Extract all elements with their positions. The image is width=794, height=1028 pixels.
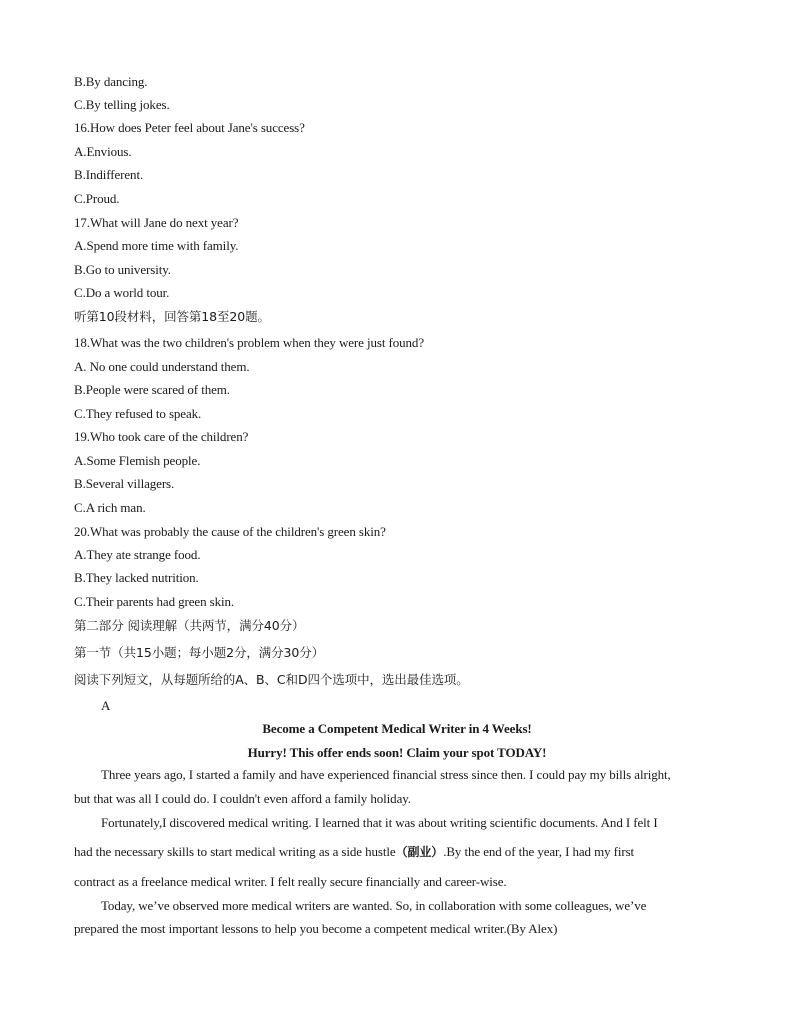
paragraph-2-line-2-text: had the necessary skills to start medical writing as a side hustle (74, 844, 396, 859)
paragraph-1-line-1: Three years ago, I started a family and have experienced financial stress since then. I could pay my bills alright, (101, 767, 671, 782)
option-a-16: A.Envious. (74, 144, 132, 159)
option-b-16: B.Indifferent. (74, 167, 144, 182)
side-hustle-gloss: （副业） (395, 845, 444, 859)
paragraph-3-line-2: prepared the most important lessons to help you become a competent medical writer.(By Alex) (74, 921, 558, 936)
question-16: 16.How does Peter feel about Jane's success? (74, 120, 305, 135)
option-a-19: A.Some Flemish people. (74, 453, 201, 468)
option-a-17: A.Spend more time with family. (74, 238, 239, 253)
section-instruction-10: 听第10段材料，回答第18至20题。 (74, 309, 270, 324)
question-20: 20.What was probably the cause of the children's green skin? (74, 524, 386, 539)
option-c-18: C.They refused to speak. (74, 406, 202, 421)
option-c-20: C.Their parents had green skin. (74, 594, 235, 609)
option-b-18: B.People were scared of them. (74, 382, 230, 397)
option-b-20: B.They lacked nutrition. (74, 570, 199, 585)
option-b-15: B.By dancing. (74, 74, 148, 89)
section-one-heading: 第一节（共15小题；每小题2分，满分30分） (74, 645, 325, 660)
question-19: 19.Who took care of the children? (74, 429, 249, 444)
paragraph-2-line-2 (74, 844, 634, 860)
option-c-19: C.A rich man. (74, 500, 146, 515)
option-c-15: C.By telling jokes. (74, 97, 170, 112)
question-17: 17.What will Jane do next year? (74, 215, 239, 230)
part-two-heading: 第二部分 阅读理解（共两节，满分40分） (74, 618, 305, 633)
option-a-20: A.They ate strange food. (74, 547, 201, 562)
paragraph-3-line-1: Today, we’ve observed more medical writers are wanted. So, in collaboration with some colleagues, we’ve (101, 898, 647, 913)
reading-instruction: 阅读下列短文，从每题所给的A、B、C和D四个选项中，选出最佳选项。 (74, 672, 469, 687)
option-b-19: B.Several villagers. (74, 476, 175, 491)
option-b-17: B.Go to university. (74, 262, 171, 277)
paragraph-2-line-2-tail: .By the end of the year, I had my first (443, 844, 635, 859)
option-c-16: C.Proud. (74, 191, 120, 206)
article-subtitle: Hurry! This offer ends soon! Claim your spot TODAY! (247, 745, 547, 760)
question-18: 18.What was the two children's problem when they were just found? (74, 335, 424, 350)
option-a-18: A. No one could understand them. (74, 359, 250, 374)
paragraph-2-line-1: Fortunately,I discovered medical writing. I learned that it was about writing scientific documents. And I felt I (101, 815, 658, 830)
option-c-17: C.Do a world tour. (74, 285, 170, 300)
article-title: Become a Competent Medical Writer in 4 Weeks! (262, 721, 532, 736)
paragraph-1-line-2: but that was all I could do. I couldn't even afford a family holiday. (74, 791, 411, 806)
paragraph-2-line-3: contract as a freelance medical writer. I felt really secure financially and career-wise. (74, 874, 507, 889)
passage-label: A (101, 698, 111, 713)
